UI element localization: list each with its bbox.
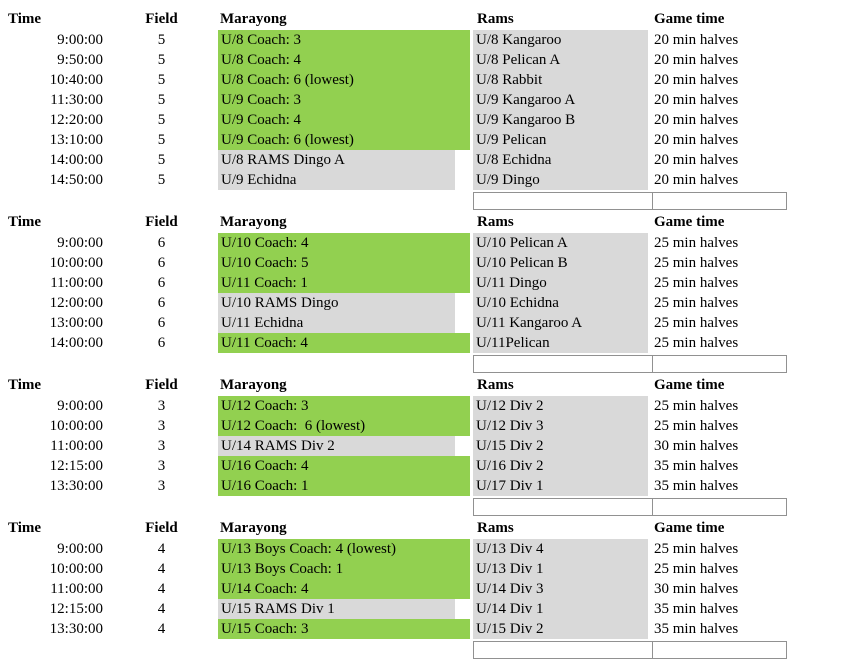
away-team-cell xyxy=(473,253,654,273)
schedule-row xyxy=(0,396,860,416)
away-team-label: U/9 Kangaroo B xyxy=(473,110,648,130)
schedule-row xyxy=(0,579,860,599)
away-team-label: U/15 Div 2 xyxy=(473,436,648,456)
away-team-label: U/9 Kangaroo A xyxy=(473,90,648,110)
header-row xyxy=(0,212,860,233)
away-team-label: U/8 Echidna xyxy=(473,150,648,170)
empty-cell-right[interactable] xyxy=(652,192,787,210)
time-cell: 13:30:00 xyxy=(49,478,103,494)
away-team-cell xyxy=(473,436,654,456)
away-team-cell xyxy=(473,333,654,353)
time-cell: 9:00:00 xyxy=(57,235,103,251)
home-team-label: U/14 RAMS Div 2 xyxy=(218,436,455,456)
time-cell: 9:00:00 xyxy=(57,32,103,48)
home-team-cell xyxy=(218,333,473,353)
time-cell: 11:00:00 xyxy=(50,438,103,454)
separator-row xyxy=(473,192,860,210)
field-cell: 5 xyxy=(157,132,166,148)
game-time-cell: 25 min halves xyxy=(654,315,739,331)
empty-cell-left[interactable] xyxy=(473,192,653,210)
time-cell: 10:40:00 xyxy=(49,72,103,88)
home-team-cell xyxy=(218,253,473,273)
away-team-label: U/10 Pelican A xyxy=(473,233,648,253)
game-time-cell: 35 min halves xyxy=(654,601,739,617)
away-team-label: U/10 Pelican B xyxy=(473,253,648,273)
empty-cell-right[interactable] xyxy=(652,355,787,373)
away-team-label: U/11Pelican xyxy=(473,333,648,353)
time-cell: 12:00:00 xyxy=(49,295,103,311)
time-cell: 13:10:00 xyxy=(49,132,103,148)
col-header-time: Time xyxy=(8,214,42,230)
away-team-label: U/13 Div 1 xyxy=(473,559,648,579)
home-team-cell xyxy=(218,599,473,619)
game-time-cell: 25 min halves xyxy=(654,275,739,291)
away-team-cell xyxy=(473,599,654,619)
away-team-label: U/15 Div 2 xyxy=(473,619,648,639)
schedule-row xyxy=(0,313,860,333)
field-cell: 3 xyxy=(157,458,166,474)
away-team-label: U/11 Kangaroo A xyxy=(473,313,648,333)
home-team-label: U/12 Coach: 3 xyxy=(218,396,470,416)
separator-row xyxy=(473,641,860,659)
time-cell: 9:00:00 xyxy=(57,541,103,557)
time-cell: 12:15:00 xyxy=(49,601,103,617)
separator-row xyxy=(473,355,860,373)
home-team-label: U/15 Coach: 3 xyxy=(218,619,470,639)
schedule-row xyxy=(0,110,860,130)
time-cell: 10:00:00 xyxy=(49,255,103,271)
home-team-label: U/15 RAMS Div 1 xyxy=(218,599,455,619)
home-team-label: U/9 Coach: 3 xyxy=(218,90,470,110)
away-team-cell xyxy=(473,110,654,130)
schedule-row xyxy=(0,559,860,579)
game-time-cell: 20 min halves xyxy=(654,112,739,128)
home-team-cell xyxy=(218,273,473,293)
away-team-cell xyxy=(473,313,654,333)
away-team-label: U/9 Dingo xyxy=(473,170,648,190)
game-time-cell: 25 min halves xyxy=(654,541,739,557)
home-team-label: U/9 Coach: 6 (lowest) xyxy=(218,130,470,150)
time-cell: 10:00:00 xyxy=(49,418,103,434)
game-time-cell: 25 min halves xyxy=(654,418,739,434)
home-team-label: U/11 Echidna xyxy=(218,313,455,333)
time-cell: 12:15:00 xyxy=(49,458,103,474)
col-header-marayong: Marayong xyxy=(220,11,287,27)
schedule-row xyxy=(0,150,860,170)
field-cell: 6 xyxy=(157,315,166,331)
home-team-label: U/16 Coach: 4 xyxy=(218,456,470,476)
time-cell: 14:00:00 xyxy=(49,152,103,168)
col-header-marayong: Marayong xyxy=(220,214,287,230)
schedule-row xyxy=(0,599,860,619)
col-header-time: Time xyxy=(8,520,42,536)
home-team-cell xyxy=(218,436,473,456)
schedule-row xyxy=(0,233,860,253)
empty-cell-right[interactable] xyxy=(652,641,787,659)
home-team-cell xyxy=(218,170,473,190)
field-cell: 4 xyxy=(157,581,166,597)
time-cell: 14:00:00 xyxy=(49,335,103,351)
col-header-rams: Rams xyxy=(477,520,514,536)
schedule-row xyxy=(0,130,860,150)
away-team-label: U/12 Div 2 xyxy=(473,396,648,416)
header-row xyxy=(0,375,860,396)
schedule-row xyxy=(0,436,860,456)
home-team-label: U/9 Coach: 4 xyxy=(218,110,470,130)
away-team-cell xyxy=(473,150,654,170)
away-team-cell xyxy=(473,170,654,190)
home-team-cell xyxy=(218,130,473,150)
schedule-section xyxy=(0,9,860,210)
home-team-cell xyxy=(218,619,473,639)
home-team-label: U/8 Coach: 6 (lowest) xyxy=(218,70,470,90)
game-time-cell: 20 min halves xyxy=(654,52,739,68)
field-cell: 4 xyxy=(157,601,166,617)
home-team-label: U/10 RAMS Dingo xyxy=(218,293,455,313)
separator-row xyxy=(473,498,860,516)
field-cell: 3 xyxy=(157,418,166,434)
home-team-cell xyxy=(218,233,473,253)
time-cell: 13:00:00 xyxy=(49,315,103,331)
game-time-cell: 20 min halves xyxy=(654,32,739,48)
schedule-row xyxy=(0,333,860,353)
schedule-section xyxy=(0,212,860,373)
home-team-cell xyxy=(218,70,473,90)
field-cell: 5 xyxy=(157,92,166,108)
schedule-row xyxy=(0,539,860,559)
field-cell: 3 xyxy=(157,478,166,494)
field-cell: 3 xyxy=(157,438,166,454)
game-time-cell: 30 min halves xyxy=(654,581,739,597)
col-header-marayong: Marayong xyxy=(220,377,287,393)
away-team-cell xyxy=(473,476,654,496)
field-cell: 6 xyxy=(157,335,166,351)
field-cell: 5 xyxy=(157,172,166,188)
col-header-game-time: Game time xyxy=(654,520,725,536)
time-cell: 13:30:00 xyxy=(49,621,103,637)
game-time-cell: 35 min halves xyxy=(654,621,739,637)
schedule-row xyxy=(0,50,860,70)
away-team-label: U/8 Kangaroo xyxy=(473,30,648,50)
away-team-label: U/14 Div 1 xyxy=(473,599,648,619)
col-header-time: Time xyxy=(8,11,42,27)
schedule-section xyxy=(0,518,860,659)
home-team-cell xyxy=(218,396,473,416)
schedule-row xyxy=(0,476,860,496)
home-team-cell xyxy=(218,559,473,579)
time-cell: 11:30:00 xyxy=(50,92,103,108)
empty-cell-left[interactable] xyxy=(473,355,653,373)
away-team-label: U/11 Dingo xyxy=(473,273,648,293)
away-team-label: U/8 Pelican A xyxy=(473,50,648,70)
field-cell: 4 xyxy=(157,541,166,557)
col-header-field: Field xyxy=(145,11,178,27)
empty-cell-left[interactable] xyxy=(473,498,653,516)
home-team-cell xyxy=(218,539,473,559)
home-team-label: U/8 Coach: 3 xyxy=(218,30,470,50)
header-row xyxy=(0,518,860,539)
home-team-cell xyxy=(218,476,473,496)
schedule-row xyxy=(0,293,860,313)
field-cell: 5 xyxy=(157,32,166,48)
home-team-cell xyxy=(218,293,473,313)
field-cell: 6 xyxy=(157,235,166,251)
field-cell: 6 xyxy=(157,275,166,291)
col-header-field: Field xyxy=(145,520,178,536)
home-team-label: U/9 Echidna xyxy=(218,170,455,190)
home-team-label: U/8 Coach: 4 xyxy=(218,50,470,70)
game-time-cell: 20 min halves xyxy=(654,72,739,88)
away-team-label: U/17 Div 1 xyxy=(473,476,648,496)
game-time-cell: 20 min halves xyxy=(654,92,739,108)
away-team-cell xyxy=(473,396,654,416)
field-cell: 4 xyxy=(157,621,166,637)
schedule-row xyxy=(0,90,860,110)
schedule-row xyxy=(0,170,860,190)
col-header-rams: Rams xyxy=(477,377,514,393)
game-time-cell: 25 min halves xyxy=(654,255,739,271)
home-team-cell xyxy=(218,150,473,170)
col-header-field: Field xyxy=(145,214,178,230)
game-time-cell: 35 min halves xyxy=(654,478,739,494)
col-header-rams: Rams xyxy=(477,214,514,230)
home-team-label: U/10 Coach: 4 xyxy=(218,233,470,253)
away-team-cell xyxy=(473,130,654,150)
game-time-cell: 30 min halves xyxy=(654,438,739,454)
home-team-label: U/14 Coach: 4 xyxy=(218,579,470,599)
away-team-cell xyxy=(473,416,654,436)
away-team-cell xyxy=(473,273,654,293)
empty-cell-right[interactable] xyxy=(652,498,787,516)
home-team-cell xyxy=(218,50,473,70)
game-time-cell: 20 min halves xyxy=(654,132,739,148)
col-header-field: Field xyxy=(145,377,178,393)
away-team-cell xyxy=(473,559,654,579)
game-time-cell: 20 min halves xyxy=(654,172,739,188)
away-team-cell xyxy=(473,90,654,110)
home-team-label: U/16 Coach: 1 xyxy=(218,476,470,496)
field-cell: 5 xyxy=(157,112,166,128)
home-team-cell xyxy=(218,313,473,333)
away-team-cell xyxy=(473,233,654,253)
time-cell: 14:50:00 xyxy=(49,172,103,188)
home-team-cell xyxy=(218,110,473,130)
schedule-row xyxy=(0,416,860,436)
time-cell: 11:00:00 xyxy=(50,581,103,597)
schedule-row xyxy=(0,456,860,476)
away-team-cell xyxy=(473,456,654,476)
home-team-cell xyxy=(218,579,473,599)
time-cell: 9:00:00 xyxy=(57,398,103,414)
schedule-row xyxy=(0,619,860,639)
home-team-cell xyxy=(218,30,473,50)
schedule-row xyxy=(0,30,860,50)
home-team-label: U/12 Coach: 6 (lowest) xyxy=(218,416,470,436)
empty-cell-left[interactable] xyxy=(473,641,653,659)
game-time-cell: 25 min halves xyxy=(654,335,739,351)
away-team-cell xyxy=(473,293,654,313)
away-team-label: U/12 Div 3 xyxy=(473,416,648,436)
col-header-game-time: Game time xyxy=(654,377,725,393)
col-header-game-time: Game time xyxy=(654,214,725,230)
field-cell: 5 xyxy=(157,152,166,168)
schedule-row xyxy=(0,70,860,90)
away-team-label: U/16 Div 2 xyxy=(473,456,648,476)
home-team-label: U/8 RAMS Dingo A xyxy=(218,150,455,170)
away-team-cell xyxy=(473,619,654,639)
game-time-cell: 20 min halves xyxy=(654,152,739,168)
home-team-cell xyxy=(218,456,473,476)
home-team-cell xyxy=(218,90,473,110)
away-team-cell xyxy=(473,70,654,90)
away-team-cell xyxy=(473,50,654,70)
home-team-label: U/10 Coach: 5 xyxy=(218,253,470,273)
col-header-game-time: Game time xyxy=(654,11,725,27)
field-cell: 5 xyxy=(157,52,166,68)
home-team-cell xyxy=(218,416,473,436)
schedule-row xyxy=(0,253,860,273)
game-time-cell: 35 min halves xyxy=(654,458,739,474)
away-team-label: U/9 Pelican xyxy=(473,130,648,150)
field-cell: 3 xyxy=(157,398,166,414)
away-team-label: U/10 Echidna xyxy=(473,293,648,313)
away-team-label: U/13 Div 4 xyxy=(473,539,648,559)
away-team-cell xyxy=(473,579,654,599)
schedule-row xyxy=(0,273,860,293)
away-team-label: U/8 Rabbit xyxy=(473,70,648,90)
col-header-marayong: Marayong xyxy=(220,520,287,536)
col-header-time: Time xyxy=(8,377,42,393)
home-team-label: U/13 Boys Coach: 4 (lowest) xyxy=(218,539,470,559)
away-team-label: U/14 Div 3 xyxy=(473,579,648,599)
game-time-cell: 25 min halves xyxy=(654,561,739,577)
col-header-rams: Rams xyxy=(477,11,514,27)
field-cell: 5 xyxy=(157,72,166,88)
field-cell: 6 xyxy=(157,255,166,271)
time-cell: 9:50:00 xyxy=(57,52,103,68)
home-team-label: U/13 Boys Coach: 1 xyxy=(218,559,470,579)
away-team-cell xyxy=(473,539,654,559)
field-cell: 6 xyxy=(157,295,166,311)
time-cell: 10:00:00 xyxy=(49,561,103,577)
game-time-cell: 25 min halves xyxy=(654,295,739,311)
time-cell: 12:20:00 xyxy=(49,112,103,128)
time-cell: 11:00:00 xyxy=(50,275,103,291)
field-cell: 4 xyxy=(157,561,166,577)
schedule-section xyxy=(0,375,860,516)
game-time-cell: 25 min halves xyxy=(654,235,739,251)
game-time-cell: 25 min halves xyxy=(654,398,739,414)
home-team-label: U/11 Coach: 1 xyxy=(218,273,470,293)
away-team-cell xyxy=(473,30,654,50)
header-row xyxy=(0,9,860,30)
home-team-label: U/11 Coach: 4 xyxy=(218,333,470,353)
